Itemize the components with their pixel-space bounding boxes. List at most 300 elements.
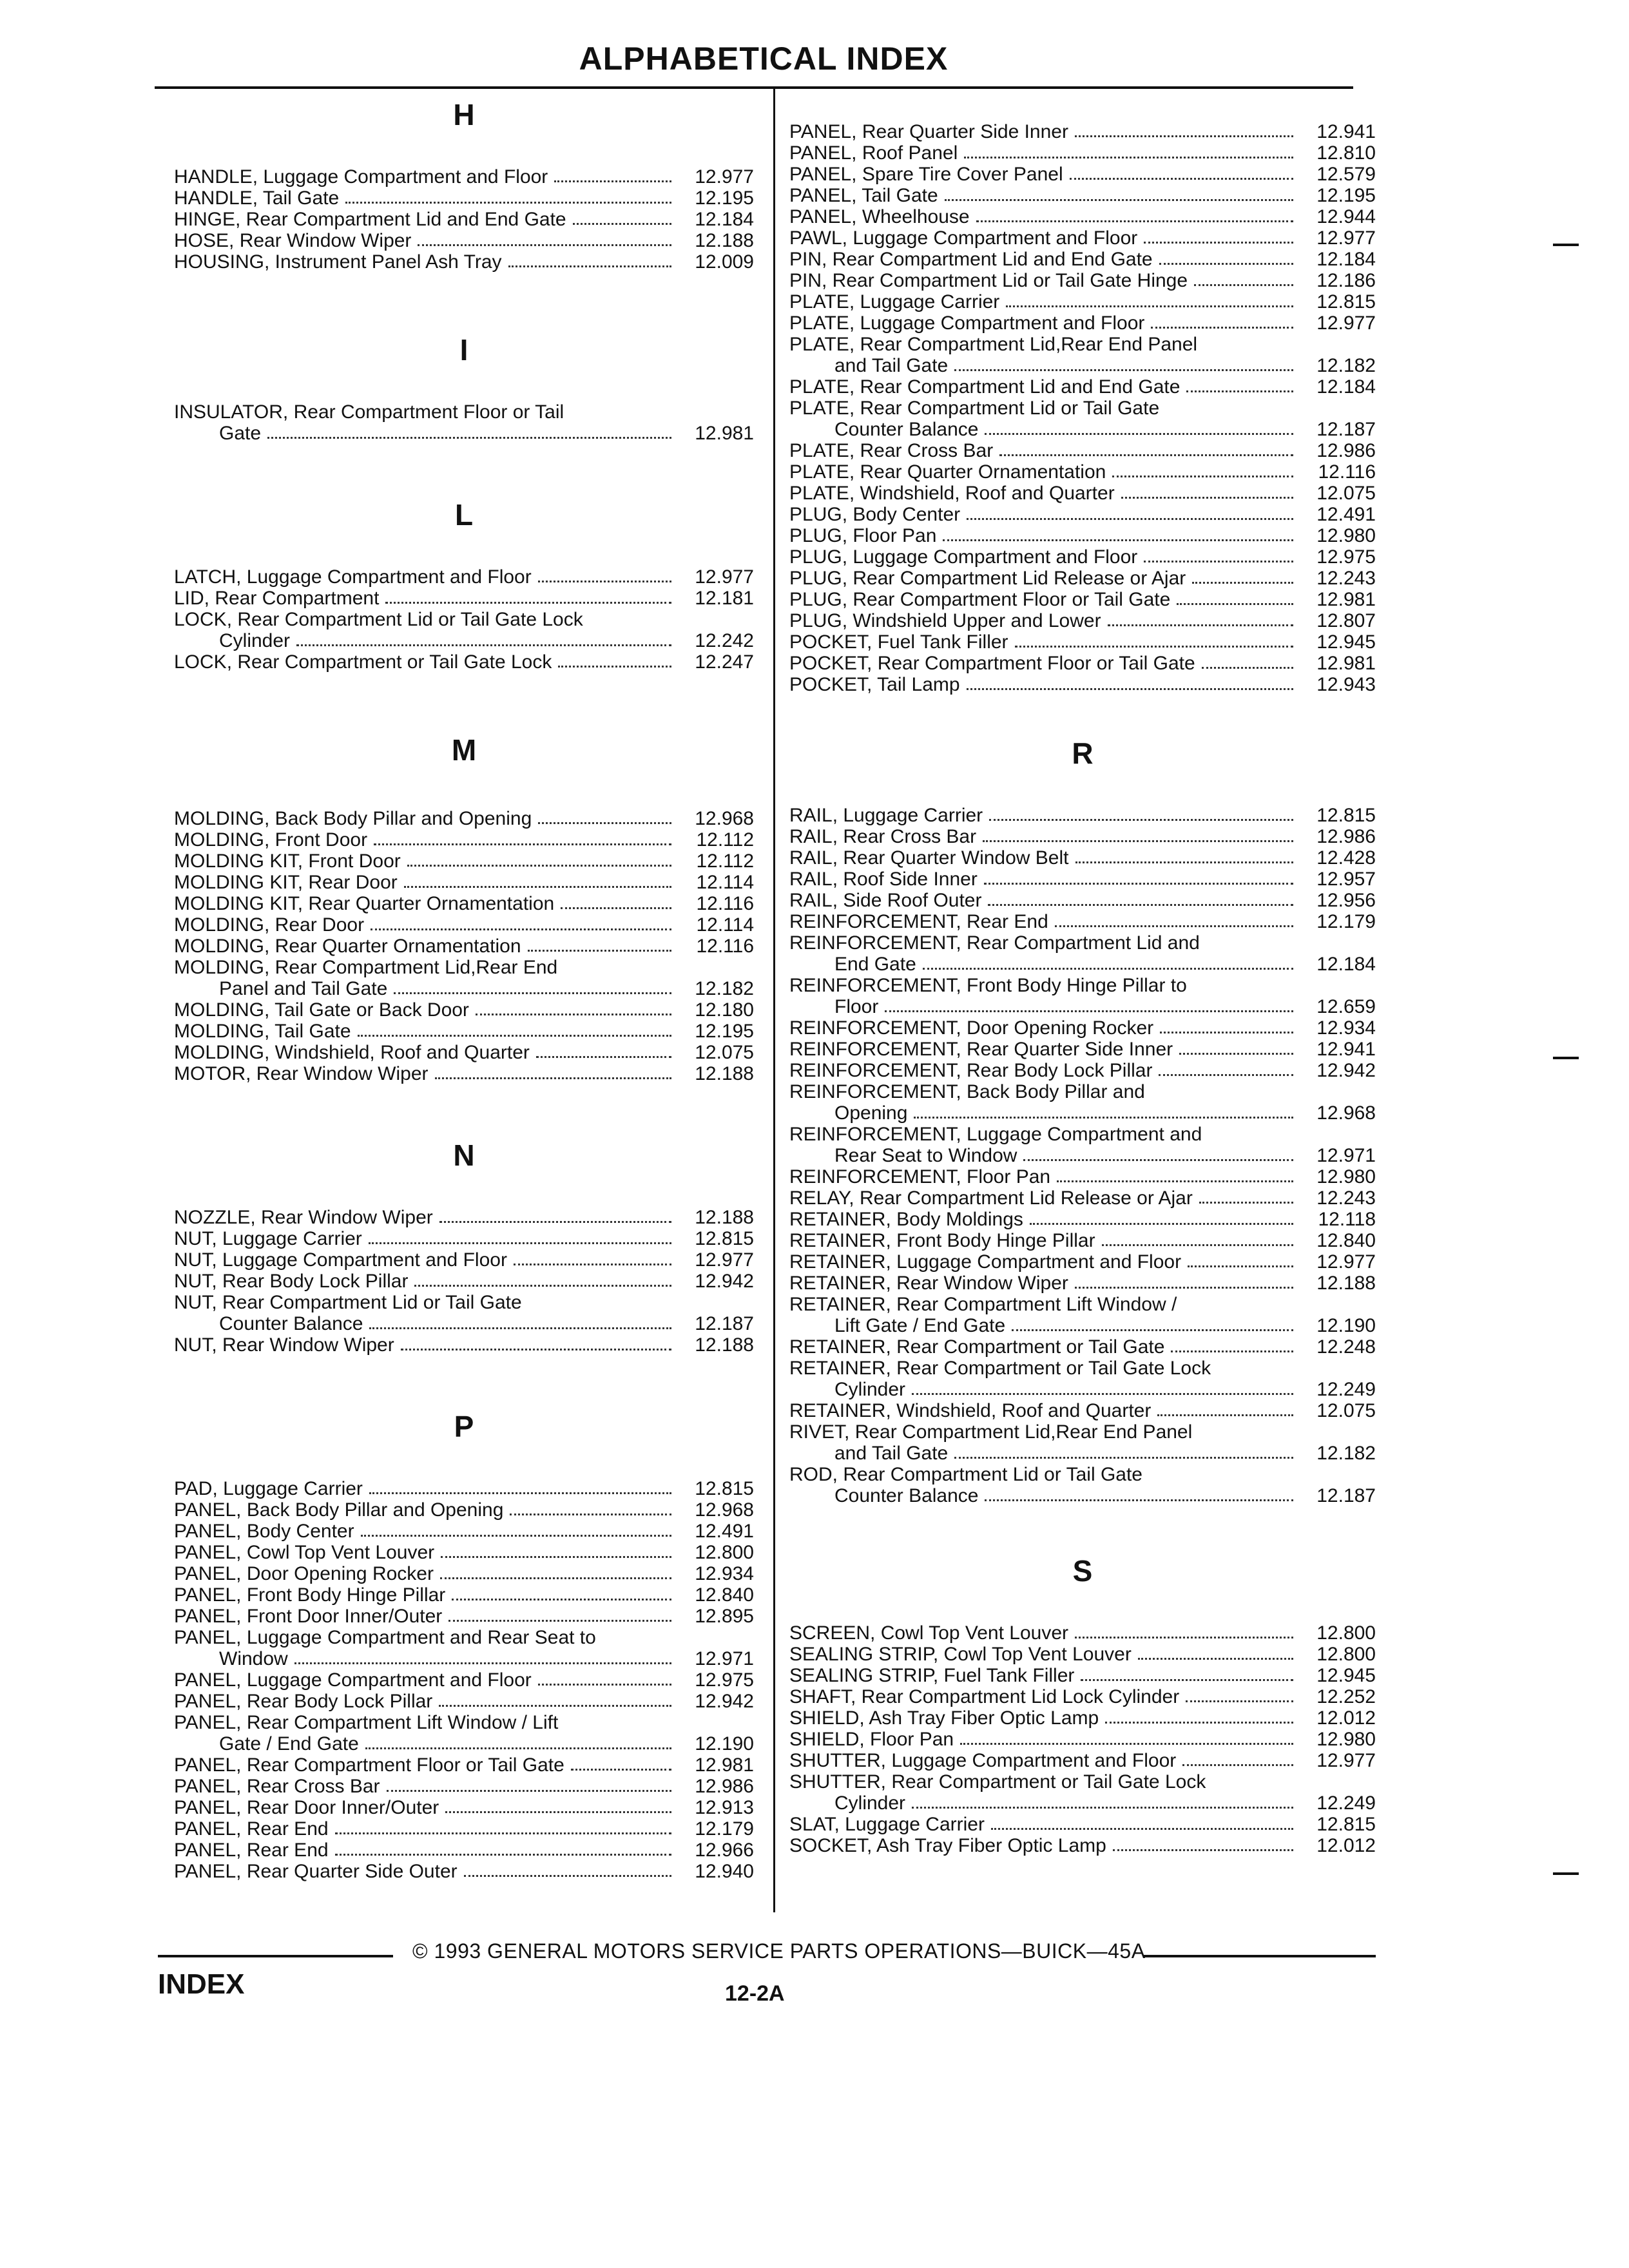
footer-rule-right [1144,1955,1376,1957]
entry-label: PANEL, Rear End [174,1840,329,1861]
index-entry [789,1622,1376,1644]
entry-row [789,419,1376,440]
dot-leader [943,539,1293,541]
entry-row [789,1273,1376,1294]
entry-label-wrap [789,270,1305,291]
page-reference: 12.491 [695,1521,754,1542]
entry-row [789,1230,1376,1251]
entry-label: PLUG, Rear Compartment Floor or Tail Gate [789,589,1171,610]
entry-label: PLUG, Body Center [789,504,961,525]
entry-label: LOCK, Rear Compartment or Tail Gate Lock [174,651,552,673]
dot-leader [571,1769,671,1771]
section-spacer [174,1452,754,1478]
entry-label-wrap [174,1776,683,1797]
section-letter: L [454,498,474,532]
page-reference: 12.252 [1316,1686,1376,1707]
index-entry [174,651,754,673]
entry-label-wrap [174,1499,683,1521]
entry-label: MOLDING, Windshield, Roof and Quarter [174,1042,530,1063]
dot-leader [573,223,671,225]
page-reference: 12.941 [1316,121,1376,142]
entry-label-wrap [174,1669,683,1691]
page-reference: 12.945 [1316,1665,1376,1686]
entry-label-wrap [174,1042,683,1063]
dot-leader [1192,582,1293,584]
index-entry [789,334,1376,376]
entry-label: SHIELD, Ash Tray Fiber Optic Lamp [789,1707,1099,1729]
entry-label-continued: Counter Balance [834,419,979,440]
entry-label: LATCH, Luggage Compartment and Floor [174,566,532,588]
entry-label: PANEL, Rear End [174,1818,329,1840]
entry-label: SEALING STRIP, Fuel Tank Filler [789,1665,1075,1686]
entry-row [174,209,754,230]
entry-label-wrap [789,227,1305,249]
page-reference: 12.182 [1316,355,1376,376]
entry-label: NOZZLE, Rear Window Wiper [174,1207,433,1228]
entry-row [789,1707,1376,1729]
dot-leader [1015,646,1293,648]
index-entry [174,588,754,609]
entry-label: PAD, Luggage Carrier [174,1478,363,1499]
entry-label-wrap [174,999,683,1021]
index-entry [789,398,1376,440]
entry-label: PANEL, Front Door Inner/Outer [174,1606,443,1627]
dot-leader [1151,327,1293,329]
entry-row [789,1792,1376,1814]
entry-label: NUT, Luggage Compartment and Floor [174,1249,507,1271]
index-entry [789,1835,1376,1856]
index-entry [789,1750,1376,1771]
index-entry [174,187,754,209]
entry-label-wrap [789,1209,1305,1230]
page-reference: 12.981 [695,1754,754,1776]
page-reference: 12.810 [1316,142,1376,164]
entry-label: HINGE, Rear Compartment Lid and End Gate [174,209,566,230]
dot-leader [1171,1350,1293,1352]
dot-leader [1144,242,1293,244]
page-reference: 12.188 [695,1207,754,1228]
entry-label: NUT, Rear Window Wiper [174,1334,394,1356]
index-entry [174,1627,754,1669]
entry-row [789,1835,1376,1856]
section-spacer [174,1356,754,1401]
dot-leader [988,904,1293,906]
entry-label-wrap [789,869,1305,890]
entry-label-wrap [174,936,683,957]
entry-row [174,1840,754,1861]
entry-label-wrap [834,1379,1305,1400]
entry-row [789,911,1376,932]
entry-row [789,1644,1376,1665]
entry-label-continued: Gate [219,423,262,444]
entry-label: PANEL, Rear Compartment Lift Window / Lift [174,1712,559,1733]
entry-row [174,166,754,187]
entry-label-wrap [174,893,683,914]
entry-label: HANDLE, Luggage Compartment and Floor [174,166,548,187]
entry-row [174,1754,754,1776]
dot-leader [1081,1679,1293,1681]
entry-label-wrap [219,1733,683,1754]
entry-label-wrap [789,1336,1305,1358]
entry-label-continued: Gate / End Gate [219,1733,359,1754]
entry-label-wrap [219,1648,683,1669]
entry-label-wrap [834,355,1305,376]
entry-label: NUT, Luggage Carrier [174,1228,362,1249]
entry-label-wrap [174,829,683,850]
section-letter: H [453,98,475,131]
entry-row [174,630,754,651]
page-reference: 12.190 [695,1733,754,1754]
entry-row [174,1563,754,1584]
page-reference: 12.980 [1316,1166,1376,1187]
entry-label: PANEL, Spare Tire Cover Panel [789,164,1063,185]
dot-leader [989,819,1293,821]
entry-label: MOLDING, Rear Quarter Ornamentation [174,936,521,957]
entry-label-wrap [174,588,683,609]
entry-row [789,610,1376,631]
entry-row [789,631,1376,653]
entry-row [789,1379,1376,1400]
entry-label-wrap [219,423,683,444]
page-reference: 12.112 [696,829,754,850]
dot-leader [1075,1287,1293,1289]
page-reference: 12.190 [1316,1315,1376,1336]
entry-label-wrap [834,1485,1305,1506]
entry-label: POCKET, Fuel Tank Filler [789,631,1008,653]
dot-leader [967,688,1293,690]
entry-label-wrap [174,251,683,273]
dot-leader [401,1349,671,1350]
index-entry [789,610,1376,631]
entry-row [789,1145,1376,1166]
index-entry [174,1797,754,1818]
entry-label-continued: Opening [834,1102,908,1124]
entry-label: LOCK, Rear Compartment Lid or Tail Gate Lock [174,609,583,630]
index-entry [789,1771,1376,1814]
entry-label-continued: End Gate [834,954,916,975]
right-column [789,89,1376,1856]
dot-leader [1075,861,1294,863]
entry-label: PANEL, Rear Quarter Side Inner [789,121,1068,142]
entry-label: RETAINER, Rear Compartment or Tail Gate Lock [789,1358,1211,1379]
entry-label: PLATE, Luggage Compartment and Floor [789,312,1145,334]
entry-row [174,978,754,999]
entry-label-wrap [789,206,1305,227]
index-entry [789,1060,1376,1081]
entry-label: MOLDING, Rear Compartment Lid,Rear End [174,957,558,978]
index-entry [174,1776,754,1797]
entry-row [174,1818,754,1840]
index-entry [174,808,754,829]
entry-label-continued: Cylinder [834,1792,906,1814]
index-entry [789,504,1376,525]
entry-row [789,461,1376,483]
index-entry [789,142,1376,164]
entry-label-wrap [789,847,1305,869]
page-reference: 12.579 [1316,164,1376,185]
entry-label-wrap [174,808,683,829]
entry-label-wrap [174,1521,683,1542]
entry-label-wrap [174,1606,683,1627]
entry-label: RETAINER, Windshield, Roof and Quarter [789,1400,1152,1421]
entry-row [789,1039,1376,1060]
entry-label-wrap [789,1017,1305,1039]
entry-label: PANEL, Rear Cross Bar [174,1776,380,1797]
index-entry [789,826,1376,847]
entry-row [174,1691,754,1712]
index-entry [789,185,1376,206]
entry-label: HOUSING, Instrument Panel Ash Tray [174,251,502,273]
index-entry [789,568,1376,589]
page-reference: 12.187 [1316,419,1376,440]
page-reference: 12.986 [695,1776,754,1797]
entry-label: MOLDING, Front Door [174,829,368,850]
dot-leader [385,602,671,604]
entry-row [174,1648,754,1669]
dot-leader [1057,1180,1293,1182]
index-entry [789,440,1376,461]
entry-row [174,1606,754,1627]
entry-label-wrap [789,1166,1305,1187]
section-letter: S [1072,1554,1093,1588]
dot-leader [1112,476,1293,477]
entry-row [789,1485,1376,1506]
entry-label-wrap [834,1145,1305,1166]
dot-leader [1105,1722,1293,1724]
index-entry [174,401,754,444]
entry-label: RETAINER, Body Moldings [789,1209,1023,1230]
page-reference: 12.009 [695,251,754,273]
entry-label: PANEL, Cowl Top Vent Louver [174,1542,435,1563]
page-reference: 12.956 [1316,890,1376,911]
entry-label: RAIL, Rear Quarter Window Belt [789,847,1069,869]
page-reference: 12.012 [1316,1835,1376,1856]
entry-row [174,1733,754,1754]
section-letter: N [453,1139,475,1172]
index-entry [174,1478,754,1499]
index-entry [174,166,754,187]
entry-row [789,164,1376,185]
entry-label: INSULATOR, Rear Compartment Floor or Tail [174,401,564,423]
entry-label: MOLDING, Tail Gate [174,1021,351,1042]
entry-label-continued: Lift Gate / End Gate [834,1315,1006,1336]
page-reference: 12.195 [1316,185,1376,206]
dot-leader [984,883,1293,885]
page-reference: 12.075 [1316,1400,1376,1421]
entry-label: RETAINER, Luggage Compartment and Floor [789,1251,1182,1273]
dot-leader [476,1014,671,1015]
entry-label-wrap [174,566,683,588]
entry-row [174,1063,754,1084]
dot-leader [369,1242,671,1244]
page-reference: 12.114 [696,914,754,936]
entry-label-wrap [174,1021,683,1042]
dot-leader [439,1705,671,1707]
section-spacer [174,376,754,401]
index-entry [789,805,1376,826]
section-spacer [174,140,754,166]
page-reference: 12.247 [695,651,754,673]
page-reference: 12.187 [695,1313,754,1334]
index-entry [789,1017,1376,1039]
section-spacer [789,695,1376,727]
entry-label-wrap [174,1271,683,1292]
index-entry [789,483,1376,504]
index-entry [174,1021,754,1042]
dot-leader [1012,1329,1293,1331]
dot-leader [464,1875,671,1877]
entry-label-wrap [834,1792,1305,1814]
entry-row [789,270,1376,291]
dot-leader [912,1807,1293,1809]
page-reference: 12.840 [695,1584,754,1606]
section-letter: M [451,733,477,767]
dot-leader [528,950,671,952]
page-reference: 12.981 [1316,589,1376,610]
entry-label-wrap [789,461,1305,483]
dot-leader [394,992,671,994]
page-reference: 12.942 [695,1691,754,1712]
index-entry [174,1542,754,1563]
entry-row [789,869,1376,890]
page-reference: 12.945 [1316,631,1376,653]
section-letter: I [459,333,468,367]
entry-row [789,805,1376,826]
dot-leader [294,1662,671,1664]
entry-label-wrap [789,164,1305,185]
page-reference: 12.815 [1316,1814,1376,1835]
entry-label: PLATE, Rear Cross Bar [789,440,994,461]
index-entry [174,1249,754,1271]
entry-label-wrap [174,850,683,872]
dot-leader [976,220,1293,222]
entry-label-wrap [789,1729,1305,1750]
page-reference: 12.195 [695,187,754,209]
entry-label-wrap [789,911,1305,932]
entry-label: ROD, Rear Compartment Lid or Tail Gate [789,1464,1142,1485]
index-entry [789,911,1376,932]
entry-row [789,1017,1376,1039]
page-reference: 12.428 [1316,847,1376,869]
entry-label: SHUTTER, Rear Compartment or Tail Gate Lock [789,1771,1206,1792]
page-reference: 12.940 [695,1861,754,1882]
entry-label-wrap [789,185,1305,206]
entry-label: SHIELD, Floor Pan [789,1729,954,1750]
dot-leader [365,1747,671,1749]
entry-row [789,1166,1376,1187]
entry-row [789,568,1376,589]
index-list [174,401,754,444]
index-entry [789,1294,1376,1336]
entry-label: PLUG, Luggage Compartment and Floor [789,546,1138,568]
entry-label: MOLDING KIT, Rear Quarter Ornamentation [174,893,555,914]
section-letter: P [454,1410,474,1443]
dot-leader [267,437,671,439]
entry-label-wrap [789,1273,1305,1294]
dot-leader [1121,497,1293,499]
section-spacer [789,89,1376,121]
entry-label-wrap [789,1686,1305,1707]
entry-label: REINFORCEMENT, Floor Pan [789,1166,1051,1187]
page-reference: 12.807 [1316,610,1376,631]
dot-leader [999,454,1293,456]
index-entry [174,1292,754,1334]
page-reference: 12.943 [1316,674,1376,695]
entry-label-continued: Cylinder [834,1379,906,1400]
entry-label: RELAY, Rear Compartment Lid Release or Ajar [789,1187,1193,1209]
section-spacer [789,779,1376,805]
entry-label: MOLDING, Tail Gate or Back Door [174,999,469,1021]
entry-label: SCREEN, Cowl Top Vent Louver [789,1622,1068,1644]
entry-label-wrap [174,1334,683,1356]
entry-label-wrap [174,1228,683,1249]
entry-row [789,1251,1376,1273]
entry-label: PLATE, Windshield, Roof and Quarter [789,483,1115,504]
dot-leader [369,1492,671,1494]
index-entry [789,1814,1376,1835]
page-reference: 12.800 [1316,1622,1376,1644]
entry-row [789,376,1376,398]
index-entry [174,999,754,1021]
entry-row [789,1729,1376,1750]
page-reference: 12.981 [695,423,754,444]
section-letter: R [1072,736,1094,770]
dot-leader [1199,1202,1293,1204]
entry-row [174,187,754,209]
page-reference: 12.980 [1316,525,1376,546]
section-spacer [174,541,754,566]
index-entry [789,376,1376,398]
footer-rule-left [158,1955,393,1957]
entry-row [789,227,1376,249]
entry-label: PLUG, Floor Pan [789,525,937,546]
entry-row [789,291,1376,312]
entry-row [789,1665,1376,1686]
entry-label-wrap [789,1251,1305,1273]
page-reference: 12.968 [695,808,754,829]
index-entry [174,251,754,273]
dot-leader [418,244,671,246]
index-entry [789,1644,1376,1665]
index-entry [789,1707,1376,1729]
index-entry [789,975,1376,1017]
entry-label-continued: Counter Balance [219,1313,363,1334]
page-reference: 12.075 [695,1042,754,1063]
page-reference: 12.118 [1318,1209,1376,1230]
entry-label-wrap [789,504,1305,525]
entry-label: REINFORCEMENT, Door Opening Rocker [789,1017,1154,1039]
dot-leader [538,1684,671,1686]
entry-label: PIN, Rear Compartment Lid and End Gate [789,249,1153,270]
page-title: ALPHABETICAL INDEX [579,41,949,77]
entry-label-wrap [834,1102,1305,1124]
index-entry [174,1861,754,1882]
entry-label-wrap [789,546,1305,568]
entry-label: PANEL, Roof Panel [789,142,958,164]
entry-row [174,1776,754,1797]
page-reference: 12.986 [1316,440,1376,461]
dot-leader [538,581,671,582]
page-number: 12-2A [725,1981,785,2006]
entry-label: HOSE, Rear Window Wiper [174,230,412,251]
index-entry [174,850,754,872]
entry-label: LID, Rear Compartment [174,588,380,609]
entry-row [174,936,754,957]
page-reference: 12.977 [695,166,754,187]
entry-label: REINFORCEMENT, Luggage Compartment and [789,1124,1202,1145]
entry-label-wrap [789,1060,1305,1081]
page-reference: 12.977 [1316,1750,1376,1771]
